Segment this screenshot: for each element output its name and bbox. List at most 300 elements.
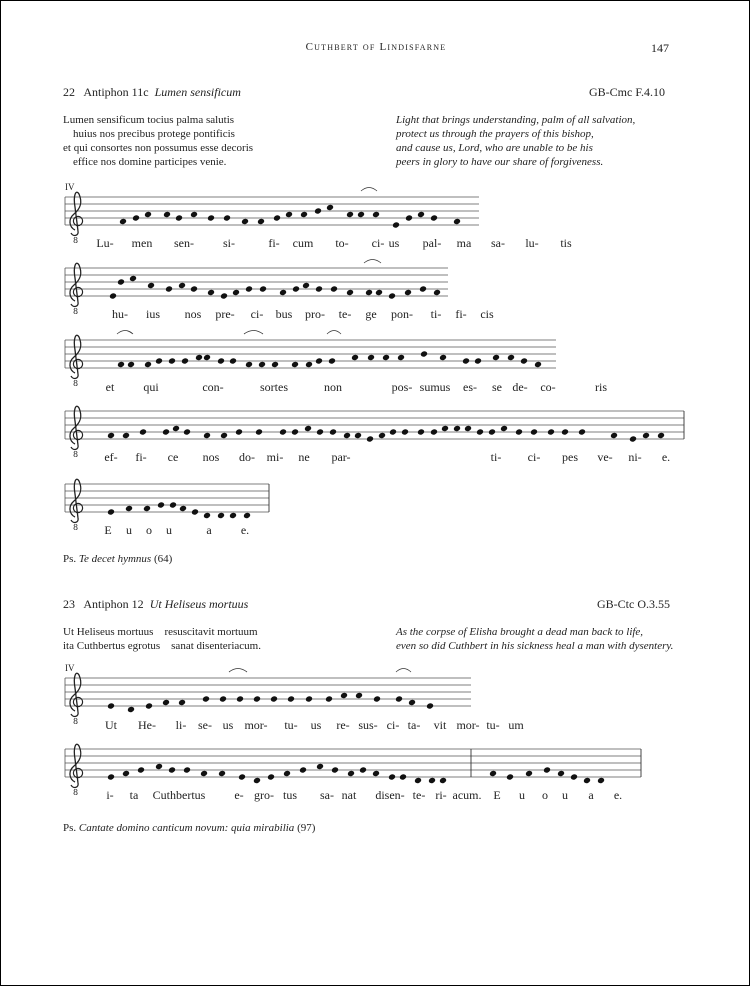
- note-head: [525, 770, 533, 777]
- note-head: [325, 695, 333, 702]
- clef-octave-mark: 8: [73, 379, 79, 388]
- lyric-syllable: e.: [240, 523, 250, 537]
- lyric-syllable: de-: [512, 380, 528, 394]
- lyric-syllable: cum: [292, 236, 314, 250]
- note-head: [430, 214, 438, 221]
- lyric-syllable: fi-: [135, 450, 147, 464]
- note-head: [315, 357, 323, 364]
- clef-octave-mark: 8: [73, 717, 79, 726]
- note-head: [217, 512, 225, 519]
- psalm-label: Ps.: [63, 553, 77, 565]
- lyric-syllable: ius: [145, 307, 161, 321]
- lyric-syllable: pes: [562, 450, 578, 464]
- note-head: [365, 289, 373, 296]
- note-head: [439, 777, 447, 784]
- note-head: [169, 501, 177, 508]
- note-head: [610, 432, 618, 439]
- note-head: [207, 214, 215, 221]
- lyric-syllable: se-: [198, 718, 212, 732]
- note-head: [122, 432, 130, 439]
- note-head: [279, 289, 287, 296]
- lyric-syllable: ef-: [104, 450, 118, 464]
- note-head: [489, 770, 497, 777]
- note-head: [534, 361, 542, 368]
- note-head: [433, 289, 441, 296]
- note-head: [181, 357, 189, 364]
- slur: [364, 260, 381, 264]
- lyric-syllable: lu-: [525, 236, 539, 250]
- clef-octave-mark: 8: [73, 236, 79, 245]
- translation-line: peers in glory to have our share of forgiveness.: [396, 156, 604, 168]
- note-head: [329, 428, 337, 435]
- lyric-syllable: hu-: [112, 307, 128, 321]
- lyric-syllable: tu-: [284, 718, 298, 732]
- note-head: [357, 211, 365, 218]
- note-head: [373, 695, 381, 702]
- lyric-syllable: ris: [595, 380, 607, 394]
- lyric-syllable: co-: [540, 380, 556, 394]
- psalm-number: (64): [153, 553, 173, 565]
- note-head: [453, 425, 461, 432]
- lyric-syllable: ge: [365, 307, 377, 321]
- lyric-syllable: e-: [234, 788, 244, 802]
- treble-clef-icon: [70, 673, 81, 716]
- note-head: [583, 777, 591, 784]
- note-head: [397, 354, 405, 361]
- lyric-syllable: ci-: [371, 236, 385, 250]
- latin-line: effice nos domine participes venie.: [73, 156, 227, 168]
- note-head: [561, 428, 569, 435]
- slur: [117, 331, 133, 335]
- note-head: [316, 763, 324, 770]
- lyric-syllable: tus: [282, 788, 298, 802]
- lyric-syllable: u: [126, 523, 132, 537]
- note-head: [127, 706, 135, 713]
- note-head: [414, 777, 422, 784]
- latin-line: huius nos precibus protege pontificis: [73, 128, 235, 140]
- note-head: [219, 695, 227, 702]
- lyric-syllable: se: [492, 380, 502, 394]
- slur: [244, 331, 263, 335]
- note-head: [218, 770, 226, 777]
- note-head: [474, 357, 482, 364]
- note-head: [291, 428, 299, 435]
- note-head: [346, 211, 354, 218]
- note-head: [283, 770, 291, 777]
- note-head: [492, 354, 500, 361]
- note-head: [372, 211, 380, 218]
- note-head: [405, 214, 413, 221]
- translation-line: and cause us, Lord, who are unable to be his: [396, 142, 593, 154]
- chant-22-mode: IV: [65, 182, 75, 192]
- lyric-syllable: non: [324, 380, 342, 394]
- note-head: [408, 699, 416, 706]
- note-head: [207, 289, 215, 296]
- lyric-syllable: ci-: [527, 450, 541, 464]
- note-head: [257, 218, 265, 225]
- note-head: [453, 218, 461, 225]
- note-head: [430, 428, 438, 435]
- note-head: [195, 354, 203, 361]
- latin-line: et qui consortes non possumus esse decoris: [63, 142, 254, 154]
- lyric-syllable: ri-: [435, 788, 447, 802]
- clef-octave-mark: 8: [73, 788, 79, 797]
- note-head: [578, 428, 586, 435]
- note-head: [388, 292, 396, 299]
- note-head: [328, 357, 336, 364]
- lyric-syllable: tis: [560, 236, 572, 250]
- note-head: [285, 211, 293, 218]
- lyric-syllable: Lu-: [96, 236, 114, 250]
- note-head: [229, 357, 237, 364]
- note-head: [354, 432, 362, 439]
- lyric-syllable: bus: [275, 307, 293, 321]
- note-head: [547, 428, 555, 435]
- treble-clef-icon: [70, 406, 81, 449]
- lyric-syllable: pon-: [391, 307, 413, 321]
- note-head: [642, 432, 650, 439]
- note-head: [162, 428, 170, 435]
- treble-clef-icon: [70, 192, 81, 235]
- note-head: [259, 285, 267, 292]
- lyric-syllable: ta: [129, 788, 139, 802]
- note-head: [417, 428, 425, 435]
- note-head: [388, 773, 396, 780]
- note-head: [597, 777, 605, 784]
- chant-23-incipit: Ut Heliseus mortuus: [149, 597, 249, 611]
- note-head: [441, 425, 449, 432]
- note-head: [137, 766, 145, 773]
- treble-clef-icon: [70, 335, 81, 378]
- lyric-syllable: men: [131, 236, 153, 250]
- note-head: [331, 766, 339, 773]
- note-head: [292, 285, 300, 292]
- note-head: [507, 354, 515, 361]
- lyric-syllable: sus-: [358, 718, 378, 732]
- latin-line: Ut Heliseus mortuus resuscitavit mortuum: [63, 626, 258, 638]
- note-head: [144, 361, 152, 368]
- note-head: [168, 766, 176, 773]
- note-head: [119, 218, 127, 225]
- note-head: [543, 766, 551, 773]
- lyric-syllable: nos: [184, 307, 202, 321]
- chant-23-number: 23: [63, 597, 75, 611]
- lyric-syllable: tu-: [486, 718, 500, 732]
- lyric-syllable: ni-: [628, 450, 642, 464]
- lyric-syllable: sortes: [260, 380, 288, 394]
- note-head: [375, 289, 383, 296]
- translation-line: Light that brings understanding, palm of all salvation,: [396, 114, 636, 126]
- lyric-syllable: et: [105, 380, 115, 394]
- lyric-syllable: ta-: [407, 718, 421, 732]
- lyric-syllable: qui: [143, 380, 159, 394]
- lyric-syllable: te-: [412, 788, 426, 802]
- note-head: [305, 361, 313, 368]
- note-head: [223, 214, 231, 221]
- note-head: [464, 425, 472, 432]
- note-head: [404, 289, 412, 296]
- lyric-syllable: sumus: [419, 380, 451, 394]
- note-head: [287, 695, 295, 702]
- note-head: [500, 425, 508, 432]
- note-head: [155, 763, 163, 770]
- chant-23-genre: Antiphon 12: [83, 597, 144, 611]
- note-head: [109, 292, 117, 299]
- note-head: [657, 432, 665, 439]
- note-head: [299, 766, 307, 773]
- lyric-syllable: sen-: [174, 236, 194, 250]
- note-head: [401, 428, 409, 435]
- lyric-syllable: i-: [106, 788, 114, 802]
- note-head: [232, 289, 240, 296]
- lyric-syllable: ti-: [490, 450, 502, 464]
- note-head: [238, 773, 246, 780]
- note-head: [190, 211, 198, 218]
- translation-line: As the corpse of Elisha brought a dead man back to life,: [396, 626, 644, 638]
- note-head: [343, 432, 351, 439]
- lyric-syllable: es-: [463, 380, 477, 394]
- note-head: [183, 766, 191, 773]
- note-head: [267, 773, 275, 780]
- translation-line: protect us through the prayers of this bishop,: [396, 128, 594, 140]
- note-head: [302, 282, 310, 289]
- latin-line: Lumen sensificum tocius palma salutis: [63, 114, 235, 126]
- note-head: [147, 282, 155, 289]
- note-head: [291, 361, 299, 368]
- note-head: [183, 428, 191, 435]
- lyric-syllable: pro-: [305, 307, 325, 321]
- lyric-syllable: u: [166, 523, 172, 537]
- lyric-syllable: ti-: [430, 307, 442, 321]
- lyric-syllable: E: [104, 523, 112, 537]
- lyric-syllable: fi-: [268, 236, 280, 250]
- lyric-syllable: te-: [338, 307, 352, 321]
- note-head: [629, 435, 637, 442]
- note-head: [420, 350, 428, 357]
- lyric-syllable: ma: [456, 236, 472, 250]
- note-head: [179, 505, 187, 512]
- note-head: [395, 695, 403, 702]
- note-head: [107, 508, 115, 515]
- note-head: [191, 508, 199, 515]
- note-head: [419, 285, 427, 292]
- lyric-syllable: ce: [167, 450, 179, 464]
- note-head: [245, 285, 253, 292]
- note-head: [557, 770, 565, 777]
- lyric-syllable: u: [562, 788, 568, 802]
- lyric-syllable: vit: [433, 718, 447, 732]
- note-head: [255, 428, 263, 435]
- chant-23-mode: IV: [65, 663, 75, 673]
- note-head: [506, 773, 514, 780]
- note-head: [145, 702, 153, 709]
- note-head: [367, 354, 375, 361]
- note-head: [346, 289, 354, 296]
- treble-clef-icon: [70, 479, 81, 522]
- note-head: [202, 695, 210, 702]
- note-head: [316, 428, 324, 435]
- note-head: [515, 428, 523, 435]
- note-head: [127, 361, 135, 368]
- lyric-syllable: to-: [335, 236, 349, 250]
- note-head: [326, 204, 334, 211]
- note-head: [359, 766, 367, 773]
- note-head: [107, 702, 115, 709]
- lyric-syllable: acum.: [452, 788, 482, 802]
- chant-23-siglum: GB-Ctc O.3.55: [597, 597, 670, 611]
- note-head: [378, 432, 386, 439]
- psalm-incipit: Cantate domino canticum novum: quia mirabilia: [78, 822, 295, 834]
- chant-22-siglum: GB-Cmc F.4.10: [589, 85, 666, 99]
- note-head: [217, 357, 225, 364]
- note-head: [426, 702, 434, 709]
- slur: [327, 331, 341, 335]
- note-head: [203, 354, 211, 361]
- note-head: [203, 512, 211, 519]
- note-head: [175, 214, 183, 221]
- note-head: [117, 278, 125, 285]
- note-head: [372, 770, 380, 777]
- lyric-syllable: E: [493, 788, 501, 802]
- lyric-syllable: par-: [331, 450, 351, 464]
- note-head: [220, 292, 228, 299]
- lyric-syllable: do-: [239, 450, 255, 464]
- note-head: [220, 432, 228, 439]
- lyric-syllable: o: [146, 523, 152, 537]
- note-head: [488, 428, 496, 435]
- note-head: [203, 432, 211, 439]
- psalm-number: (97): [297, 822, 316, 834]
- lyric-syllable: ci-: [250, 307, 264, 321]
- clef-octave-mark: 8: [73, 307, 79, 316]
- lyric-syllable: sa-: [491, 236, 505, 250]
- note-head: [122, 770, 130, 777]
- lyric-syllable: a: [206, 523, 212, 537]
- lyric-syllable: Ut: [105, 718, 117, 732]
- note-head: [462, 357, 470, 364]
- note-head: [236, 695, 244, 702]
- lyric-syllable: mor-: [456, 718, 480, 732]
- note-head: [439, 354, 447, 361]
- psalm-incipit: Te decet hymnus: [78, 553, 152, 565]
- lyric-syllable: ci-: [386, 718, 400, 732]
- note-head: [279, 428, 287, 435]
- lyric-syllable: si-: [223, 236, 235, 250]
- chant-22-incipit: Lumen sensificum: [154, 85, 241, 99]
- note-head: [399, 773, 407, 780]
- lyric-syllable: us: [222, 718, 234, 732]
- slur: [396, 669, 411, 673]
- note-head: [178, 699, 186, 706]
- clef-octave-mark: 8: [73, 523, 79, 532]
- lyric-syllable: li-: [175, 718, 187, 732]
- lyric-syllable: con-: [202, 380, 224, 394]
- note-head: [139, 428, 147, 435]
- note-head: [165, 285, 173, 292]
- note-head: [382, 354, 390, 361]
- note-head: [314, 207, 322, 214]
- note-head: [258, 361, 266, 368]
- note-head: [117, 361, 125, 368]
- note-head: [351, 354, 359, 361]
- lyric-syllable: ne: [298, 450, 310, 464]
- note-head: [476, 428, 484, 435]
- note-head: [315, 285, 323, 292]
- lyric-syllable: He-: [138, 718, 156, 732]
- note-head: [235, 428, 243, 435]
- lyric-syllable: us: [310, 718, 322, 732]
- note-head: [243, 512, 251, 519]
- lyric-syllable: pos-: [391, 380, 413, 394]
- lyric-syllable: um: [508, 718, 524, 732]
- note-head: [144, 211, 152, 218]
- slur: [229, 669, 247, 673]
- lyric-syllable: nat: [341, 788, 357, 802]
- note-head: [355, 692, 363, 699]
- note-head: [417, 211, 425, 218]
- note-head: [132, 214, 140, 221]
- chant-22-number: 22: [63, 85, 75, 99]
- note-head: [229, 512, 237, 519]
- note-head: [241, 218, 249, 225]
- lyric-syllable: e.: [661, 450, 671, 464]
- lyric-syllable: cis: [480, 307, 494, 321]
- note-head: [270, 695, 278, 702]
- slur: [361, 188, 377, 192]
- treble-clef-icon: [70, 744, 81, 787]
- note-head: [366, 435, 374, 442]
- lyric-syllable: pal-: [422, 236, 442, 250]
- note-head: [143, 505, 151, 512]
- lyric-syllable: mi-: [266, 450, 284, 464]
- chant-22-genre: Antiphon 11c: [83, 85, 149, 99]
- note-head: [253, 777, 261, 784]
- note-head: [190, 285, 198, 292]
- translation-line: even so did Cuthbert in his sickness heal a man with dysentery.: [396, 640, 674, 652]
- music-notation: [1, 1, 749, 985]
- treble-clef-icon: [70, 263, 81, 306]
- note-head: [129, 275, 137, 282]
- note-head: [163, 211, 171, 218]
- note-head: [389, 428, 397, 435]
- note-head: [125, 505, 133, 512]
- note-head: [107, 432, 115, 439]
- note-head: [340, 692, 348, 699]
- note-head: [273, 214, 281, 221]
- clef-octave-mark: 8: [73, 450, 79, 459]
- note-head: [392, 221, 400, 228]
- note-head: [157, 501, 165, 508]
- lyric-syllable: ve-: [597, 450, 613, 464]
- lyric-syllable: sa-: [320, 788, 334, 802]
- lyric-syllable: pre-: [215, 307, 235, 321]
- note-head: [305, 695, 313, 702]
- lyric-syllable: a: [588, 788, 594, 802]
- lyric-syllable: e.: [613, 788, 623, 802]
- note-head: [245, 361, 253, 368]
- note-head: [162, 699, 170, 706]
- note-head: [347, 770, 355, 777]
- note-head: [107, 773, 115, 780]
- note-head: [330, 285, 338, 292]
- note-head: [271, 361, 279, 368]
- note-head: [428, 777, 436, 784]
- note-head: [155, 357, 163, 364]
- note-head: [300, 211, 308, 218]
- lyric-syllable: Cuthbertus: [152, 788, 206, 802]
- note-head: [530, 428, 538, 435]
- note-head: [200, 770, 208, 777]
